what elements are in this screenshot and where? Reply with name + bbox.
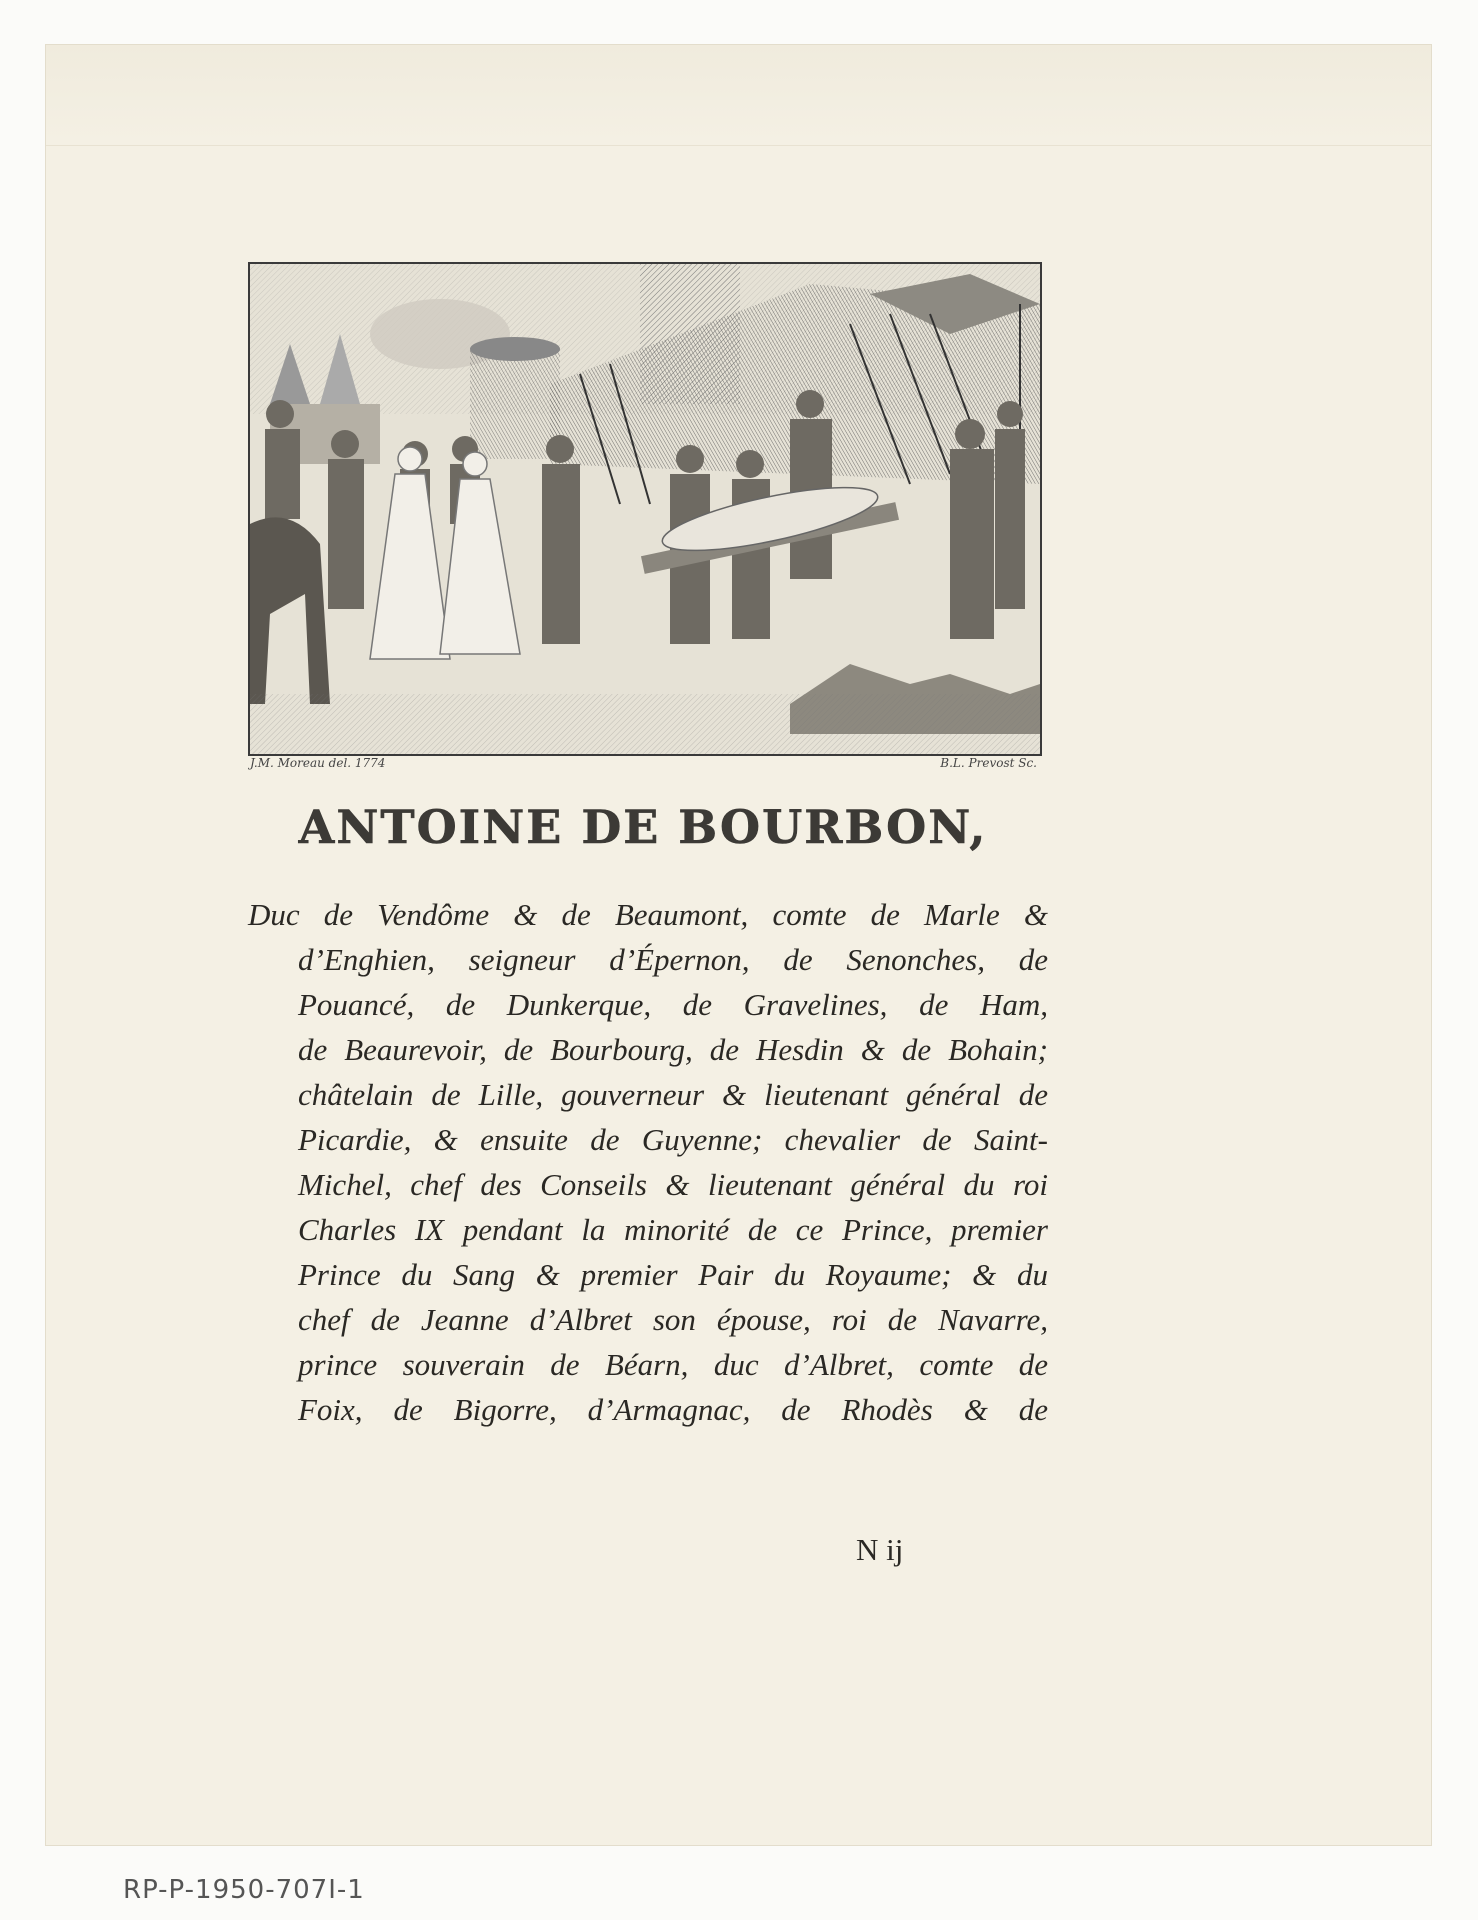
body-line: Charles IX pendant la minorité de ce Prince, premier: [298, 1212, 1048, 1247]
battle-scene-image: [250, 264, 1040, 754]
body-line: Pouancé, de Dunkerque, de Gravelines, de Ham,: [298, 987, 1048, 1022]
body-line: Prince du Sang & premier Pair du Royaume; & du: [298, 1257, 1048, 1292]
engraving-credit-artist: J.M. Moreau del. 1774: [250, 756, 386, 770]
engraving-credit-engraver: B.L. Prevost Sc.: [940, 756, 1037, 770]
body-line: d’Enghien, seigneur d’Épernon, de Senonches, de: [298, 942, 1048, 977]
sheet-fold: [46, 45, 1431, 146]
body-line: Duc de Vendôme & de Beaumont, comte de Marle &: [248, 897, 1048, 932]
engraving-illustration: [248, 262, 1042, 756]
body-line: châtelain de Lille, gouverneur & lieutenant général de: [298, 1077, 1048, 1112]
body-text: [248, 892, 1048, 1432]
body-line: de Beaurevoir, de Bourbourg, de Hesdin & de Bohain;: [298, 1032, 1048, 1067]
signature-mark: N ij: [856, 1532, 904, 1567]
body-line: Michel, chef des Conseils & lieutenant général du roi: [298, 1167, 1048, 1202]
accession-number: RP-P-1950-707I-1: [123, 1875, 365, 1905]
body-line: chef de Jeanne d’Albret son épouse, roi de Navarre,: [298, 1302, 1048, 1337]
body-line: Picardie, & ensuite de Guyenne; chevalier de Saint-: [298, 1122, 1048, 1157]
page-title: ANTOINE DE BOURBON,: [298, 800, 988, 854]
body-line: Foix, de Bigorre, d’Armagnac, de Rhodès & de: [298, 1392, 1048, 1427]
body-line: prince souverain de Béarn, duc d’Albret, comte de: [298, 1347, 1048, 1382]
